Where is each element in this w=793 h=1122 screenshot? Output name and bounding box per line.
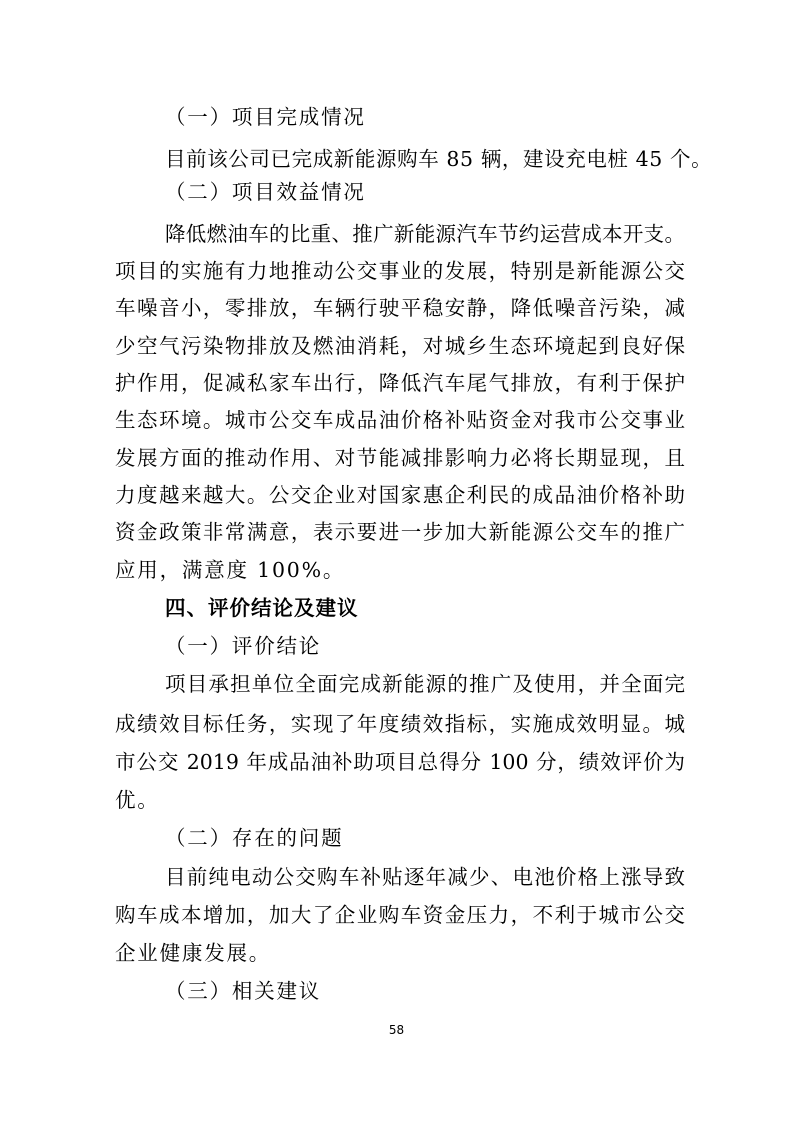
paragraph-conclusion-line-4: 优。	[115, 788, 160, 812]
paragraph-conclusion-line-3: 市公交 2019 年成品油补助项目总得分 100 分，绩效评价为	[115, 750, 685, 774]
paragraph-benefits-line-1: 降低燃油车的比重、推广新能源汽车节约运营成本开支。	[165, 222, 685, 246]
paragraph-conclusion-line-1: 项目承担单位全面完成新能源的推广及使用，并全面完	[165, 672, 685, 696]
paragraph-conclusion-line-2: 成绩效目标任务，实现了年度绩效指标，实施成效明显。城	[115, 712, 685, 736]
section-title-conclusions: 四、评价结论及建议	[165, 596, 359, 620]
paragraph-benefits-line-2: 项目的实施有力地推动公交事业的发展，特别是新能源公交	[115, 259, 685, 283]
paragraph-benefits-line-4: 少空气污染物排放及燃油消耗，对城乡生态环境起到良好保	[115, 334, 685, 358]
paragraph-benefits-line-6: 生态环境。城市公交车成品油价格补贴资金对我市公交事业	[115, 408, 685, 432]
paragraph-benefits-line-3: 车噪音小，零排放，车辆行驶平稳安静，降低噪音污染，减	[115, 296, 685, 320]
page-number: 58	[388, 1023, 405, 1037]
paragraph-problems-line-2: 购车成本增加，加大了企业购车资金压力，不利于城市公交	[115, 903, 685, 927]
subheading-existing-problems: （二）存在的问题	[165, 826, 344, 850]
paragraph-problems-line-3: 企业健康发展。	[115, 941, 272, 965]
subheading-recommendations: （三）相关建议	[165, 979, 322, 1003]
paragraph-benefits-line-9: 资金政策非常满意，表示要进一步加大新能源公交车的推广	[115, 520, 685, 544]
subheading-project-benefits: （二）项目效益情况	[165, 180, 366, 204]
paragraph-benefits-line-10: 应用，满意度 100%。	[115, 558, 346, 582]
paragraph-completion: 目前该公司已完成新能源购车 85 辆，建设充电桩 45 个。	[165, 147, 713, 171]
subheading-evaluation-conclusion: （一）评价结论	[165, 634, 322, 658]
subheading-project-completion: （一）项目完成情况	[165, 105, 366, 129]
paragraph-benefits-line-8: 力度越来越大。公交企业对国家惠企利民的成品油价格补助	[115, 483, 685, 507]
paragraph-problems-line-1: 目前纯电动公交购车补贴逐年减少、电池价格上涨导致	[165, 865, 685, 889]
paragraph-benefits-line-7: 发展方面的推动作用、对节能减排影响力必将长期显现，且	[115, 446, 685, 470]
paragraph-benefits-line-5: 护作用，促减私家车出行，降低汽车尾气排放，有利于保护	[115, 371, 685, 395]
